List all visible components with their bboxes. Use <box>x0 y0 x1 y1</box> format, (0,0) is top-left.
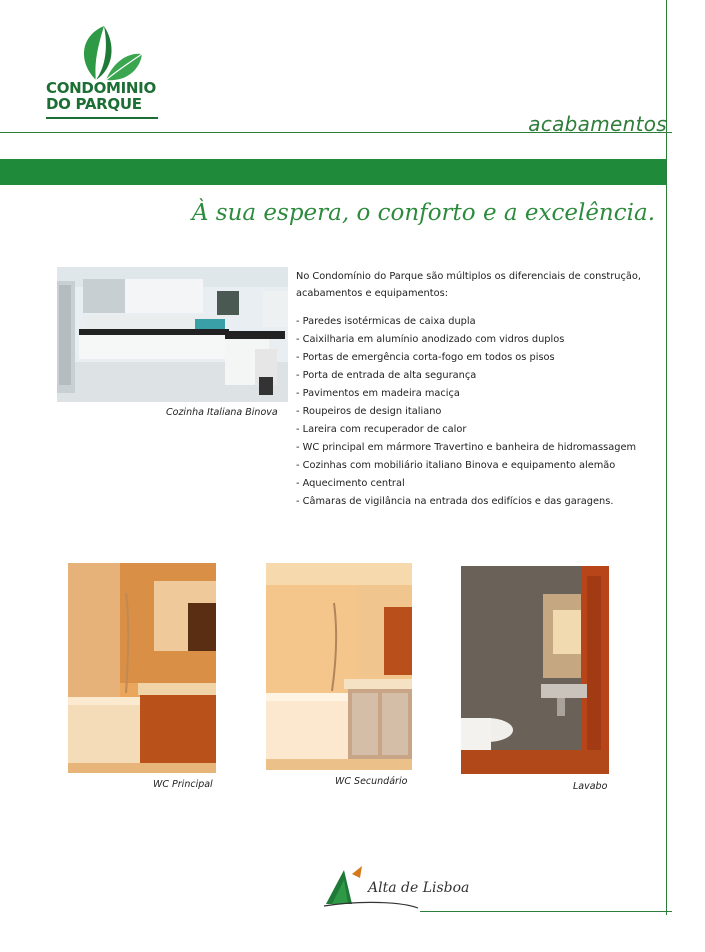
intro-paragraph: No Condomínio do Parque são múltiplos os diferenciais de construção, acabamentos e equipamentos: <box>296 271 641 299</box>
alta-de-lisboa-logo <box>322 864 492 912</box>
list-item: - Roupeiros de design italiano <box>296 406 442 417</box>
list-item: - Paredes isotérmicas de caixa dupla <box>296 316 476 327</box>
logo-line-1: CONDOMINIO <box>46 79 156 97</box>
list-item: - WC principal em mármore Travertino e banheira de hidromassagem <box>296 442 637 453</box>
section-title: acabamentos <box>528 112 667 136</box>
caption-wc-principal: WC Principal <box>153 779 213 790</box>
wc-principal-photo <box>68 563 216 773</box>
vertical-rule <box>666 0 667 915</box>
list-item: - Aquecimento central <box>296 478 405 489</box>
kitchen-photo <box>57 267 288 402</box>
list-item: - Portas de emergência corta-fogo em todos os pisos <box>296 352 555 363</box>
list-item: - Caixilharia em alumínio anodizado com vidros duplos <box>296 334 565 345</box>
caption-lavabo: Lavabo <box>573 781 608 792</box>
logo-underline <box>46 117 158 119</box>
lavabo-photo <box>461 566 609 774</box>
caption-kitchen: Cozinha Italiana Binova <box>166 407 278 418</box>
list-item: - Porta de entrada de alta segurança <box>296 370 477 381</box>
logo-wordmark <box>46 80 162 112</box>
list-item: - Lareira com recuperador de calor <box>296 424 467 435</box>
list-item: - Pavimentos em madeira maciça <box>296 388 460 399</box>
features-list <box>296 313 666 511</box>
logo-line-2: DO PARQUE <box>46 95 142 113</box>
tagline: À sua espera, o conforto e a excelência. <box>191 200 655 226</box>
green-banner <box>0 159 666 185</box>
list-item: - Câmaras de vigilância na entrada dos edifícios e das garagens. <box>296 496 614 507</box>
caption-wc-secundario: WC Secundário <box>335 776 408 787</box>
list-item: - Cozinhas com mobiliário italiano Binova e equipamento alemão <box>296 460 616 471</box>
wc-secundario-photo <box>266 563 412 770</box>
footer-brand-text: Alta de Lisboa <box>368 880 470 896</box>
